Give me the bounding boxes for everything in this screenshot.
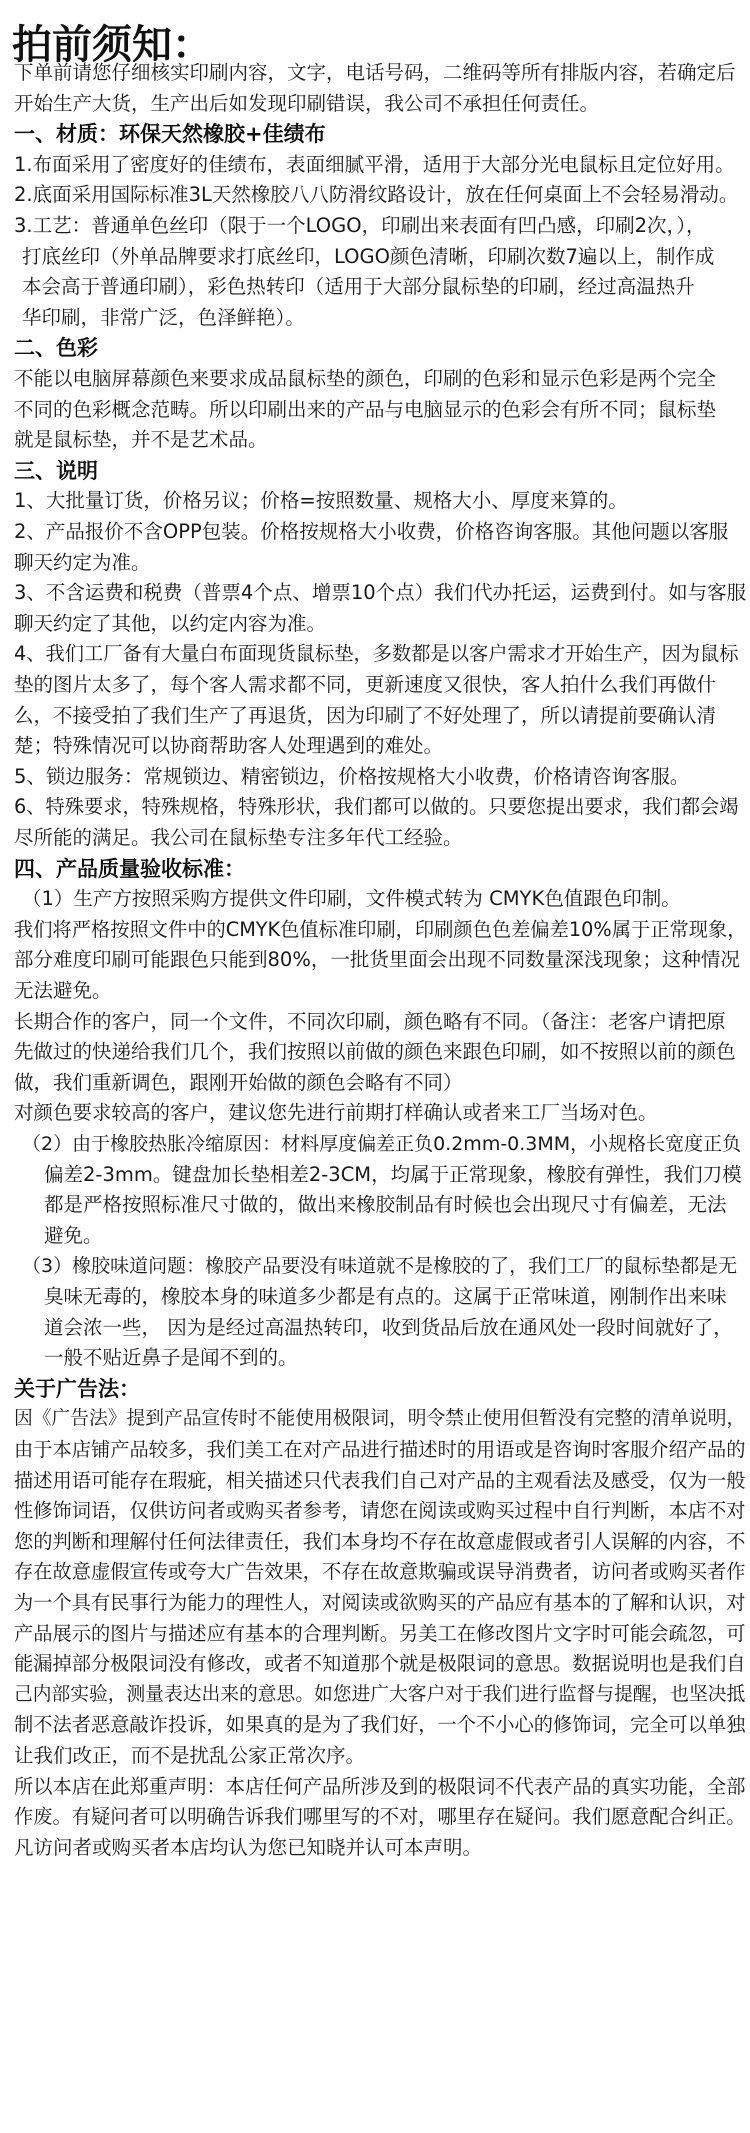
text-line: 长期合作的客户，同一个文件，不同次印刷，颜色略有不同。（备注：老客户请把原 bbox=[14, 1009, 726, 1033]
text-line: 不同的色彩概念范畴。所以印刷出来的产品与电脑显示的色彩会有所不同；鼠标垫 bbox=[14, 397, 717, 421]
text-line: 聊天约定了其他，以约定内容为准。 bbox=[14, 611, 327, 635]
text-line: 尽所能的满足。我公司在鼠标垫专注多年代工经验。 bbox=[14, 826, 463, 849]
text-line: 己内部实验，测量表达出来的意思。如您进广大客户对于我们进行监督与提醒，也坚决抵 bbox=[14, 1683, 746, 1705]
text-line: 4、我们工厂备有大量白布面现货鼠标垫，多数都是以客户需求才开始生产，因为鼠标 bbox=[14, 642, 739, 666]
text-line: 部分难度印刷可能跟色只能到80%，一批货里面会出现不同数量深浅现象；这种情况 bbox=[14, 948, 740, 972]
text-line: 您的判断和理解付任何法律责任，我们本身均不存在故意虚假或者引人误解的内容，不 bbox=[14, 1529, 746, 1553]
text-line: 垫的图片太多了，每个客人需求都不同，更新速度又很快，客人拍什么我们再做什 bbox=[14, 673, 717, 696]
text-line: 打底丝印（外单品牌要求打底丝印，LOGO颜色清晰，印刷次数7遍以上，制作成 bbox=[22, 244, 715, 268]
text-line: 凡访问者或购买者本店均认为您已知晓并认可本声明。 bbox=[14, 1835, 483, 1859]
text-line: 道会浓一些， 因为是经过高温热转印，收到货品后放在通风处一段时间就好了， bbox=[44, 1315, 733, 1339]
text-line: 华印刷，非常广泛，色泽鲜艳）。 bbox=[22, 305, 305, 329]
text-line: 偏差2-3mm。键盘加长垫相差2-3CM，均属于正常现象，橡胶有弹性，我们刀模 bbox=[44, 1162, 742, 1186]
text-line: 为一个具有民事行为能力的理性人，对阅读或欲购买的产品应有基本的了解和认识，对 bbox=[14, 1591, 746, 1614]
text-line: 1.布面采用了密度好的佳绩布，表面细腻平滑，适用于大部分光电鼠标且定位好用。 bbox=[14, 152, 735, 176]
text-line: 做，我们重新调色，跟刚开始做的颜色会略有不同） bbox=[14, 1070, 463, 1094]
section-heading: 关于广告法： bbox=[14, 1376, 140, 1401]
text-line: 让我们改正，而不是扰乱公家正常次序。 bbox=[14, 1744, 366, 1767]
text-line: 先做过的快递给我们几个，我们按照以前做的颜色来跟色印刷，如不按照以前的颜色 bbox=[14, 1040, 736, 1064]
text-line: 所以本店在此郑重声明：本店任何产品所涉及到的极限词不代表产品的真实功能，全部 bbox=[14, 1774, 746, 1798]
text-line: 避免。 bbox=[44, 1223, 103, 1247]
text-line: 都是严格按照标准尺寸做的，做出来橡胶制品有时候也会出现尺寸有偏差，无法 bbox=[44, 1193, 727, 1217]
text-line: （2）由于橡胶热胀冷缩原因：材料厚度偏差正负0.2mm-0.3MM，小规格长宽度正负 bbox=[22, 1133, 742, 1155]
text-line: 存在故意虚假宣传或夸大广告效果，不存在故意欺骗或误导消费者，访问者或购买者作 bbox=[14, 1560, 746, 1584]
section-heading: 四、产品质量验收标准： bbox=[14, 856, 245, 881]
text-line: 聊天约定为准。 bbox=[14, 550, 151, 574]
text-line: 1、大批量订货，价格另议；价格=按照数量、规格大小、厚度来算的。 bbox=[14, 489, 628, 513]
page-title: 拍前须知： bbox=[12, 22, 212, 68]
text-line: 开始生产大货，生产出后如发现印刷错误，我公司不承担任何责任。 bbox=[14, 91, 600, 115]
text-line: 不能以电脑屏幕颜色来要求成品鼠标垫的颜色，印刷的色彩和显示色彩是两个完全 bbox=[14, 367, 717, 390]
section-heading: 一、材质：环保天然橡胶+佳绩布 bbox=[14, 122, 326, 147]
text-line: 对颜色要求较高的客户，建议您先进行前期打样确认或者来工厂当场对色。 bbox=[14, 1101, 658, 1125]
text-line: 性修饰词语，仅供访问者或购买者参考，请您在阅读或购买过程中自行判断，本店不对 bbox=[14, 1499, 746, 1523]
text-line: 制不法者恶意敲诈投诉，如果真的是为了我们好，一个不小心的修饰词，完全可以单独 bbox=[14, 1713, 746, 1737]
text-line: （3）橡胶味道问题：橡胶产品要没有味道就不是橡胶的了，我们工厂的鼠标垫都是无 bbox=[22, 1255, 738, 1278]
text-line: 无法避免。 bbox=[14, 979, 112, 1002]
text-line: 2.底面采用国际标准3L天然橡胶八八防滑纹路设计，放在任何桌面上不会轻易滑动。 bbox=[14, 183, 739, 207]
text-line: 楚；特殊情况可以协商帮助客人处理遇到的难处。 bbox=[14, 734, 444, 758]
text-line: 么，不接受拍了我们生产了再退货，因为印刷了不好处理了，所以请提前要确认清 bbox=[14, 703, 717, 727]
text-line: 5、锁边服务：常规锁边、精密锁边，价格按规格大小收费，价格请咨询客服。 bbox=[14, 764, 690, 788]
section-heading: 三、说明 bbox=[14, 458, 98, 483]
text-line: 描述用语可能存在瑕疵，相关描述只代表我们自己对产品的主观看法及感受，仅为一般 bbox=[14, 1468, 746, 1492]
text-line: 臭味无毒的，橡胶本身的味道多少都是有点的。这属于正常味道，刚制作出来味 bbox=[44, 1285, 727, 1308]
text-line: 作废。有疑问者可以明确告诉我们哪里写的不对，哪里存在疑问。我们愿意配合纠正。 bbox=[14, 1805, 746, 1829]
text-line: 下单前请您仔细核实印刷内容，文字，电话号码，二维码等所有排版内容，若确定后 bbox=[14, 61, 736, 84]
text-line: 由于本店铺产品较多，我们美工在对产品进行描述时的用语或是咨询时客服介绍产品的 bbox=[14, 1438, 746, 1461]
text-line: 能漏掉部分极限词没有修改，或者不知道那个就是极限词的意思。数据说明也是我们自 bbox=[14, 1652, 746, 1676]
text-line: 6、特殊要求，特殊规格，特殊形状，我们都可以做的。只要您提出要求，我们都会竭 bbox=[14, 795, 739, 819]
text-line: 3.工艺：普通单色丝印（限于一个LOGO，印刷出来表面有凹凸感，印刷2次，）， bbox=[14, 214, 706, 237]
text-line: 一般不贴近鼻子是闻不到的。 bbox=[44, 1346, 298, 1370]
text-line: 3、不含运费和税费（普票4个点、增票10个点）我们代办托运，运费到付。如与客服 bbox=[14, 581, 747, 605]
text-line: 2、产品报价不含OPP包装。价格按规格大小收费，价格咨询客服。其他问题以客服 bbox=[14, 520, 729, 543]
text-line: 产品展示的图片与描述应有基本的合理判断。另美工在修改图片文字时可能会疏忽，可 bbox=[14, 1621, 746, 1645]
text-line: 就是鼠标垫，并不是艺术品。 bbox=[14, 428, 268, 452]
text-line: 我们将严格按照文件中的CMYK色值标准印刷，印刷颜色色差偏差10%属于正常现象， bbox=[14, 917, 747, 941]
section-heading: 二、色彩 bbox=[14, 336, 98, 361]
text-line: 本会高于普通印刷），彩色热转印（适用于大部分鼠标垫的印刷，经过高温热升 bbox=[22, 275, 695, 299]
text-line: 因《广告法》提到产品宣传时不能使用极限词，明令禁止使用但暂没有完整的清单说明， bbox=[14, 1408, 746, 1430]
text-line: （1）生产方按照采购方提供文件印刷，文件模式转为 CMYK色值跟色印制。 bbox=[22, 887, 681, 911]
